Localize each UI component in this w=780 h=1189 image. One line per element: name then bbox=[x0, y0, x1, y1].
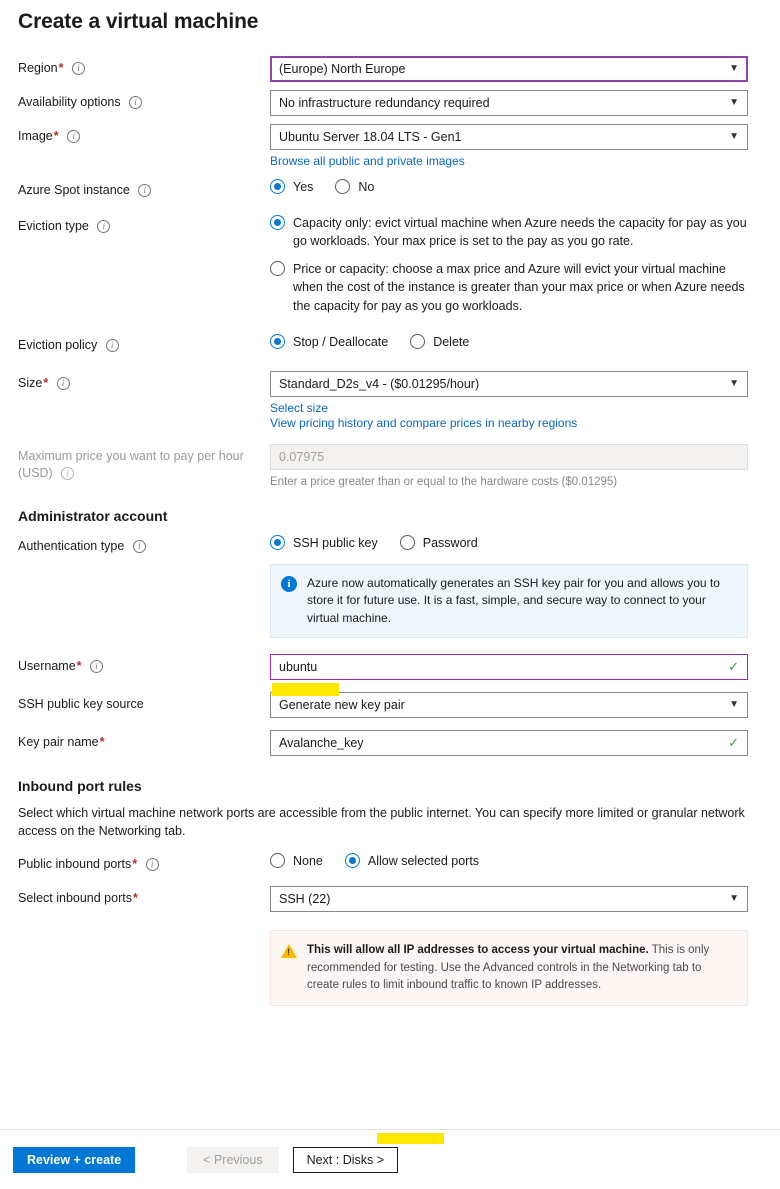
field-row-availability bbox=[18, 90, 762, 116]
region-select[interactable] bbox=[270, 56, 748, 82]
field-row-spot bbox=[18, 178, 762, 200]
region-label-text: Region bbox=[18, 61, 58, 75]
key-source-select[interactable] bbox=[270, 692, 748, 718]
inbound-warning-box bbox=[270, 930, 748, 1006]
field-row-select-inbound bbox=[18, 886, 762, 1006]
field-row-max-price bbox=[18, 444, 762, 490]
eviction-policy-label-text: Eviction policy bbox=[18, 337, 98, 352]
select-size-link[interactable]: Select size bbox=[270, 400, 329, 415]
required-marker: * bbox=[53, 129, 59, 143]
info-icon[interactable]: i bbox=[133, 540, 146, 553]
radio-icon[interactable] bbox=[270, 535, 285, 550]
vm-form bbox=[0, 56, 780, 1006]
key-pair-name-value: Avalanche_key bbox=[279, 736, 364, 751]
field-row-key-pair-name bbox=[18, 730, 762, 756]
info-icon[interactable]: i bbox=[90, 660, 103, 673]
image-value: Ubuntu Server 18.04 LTS - Gen1 bbox=[279, 130, 462, 144]
info-icon[interactable]: i bbox=[138, 184, 151, 197]
spot-radio-group bbox=[270, 178, 762, 196]
review-create-button[interactable]: Review + create bbox=[13, 1147, 135, 1173]
spot-option-yes-label: Yes bbox=[293, 180, 314, 194]
key-pair-name-input[interactable] bbox=[270, 730, 748, 756]
radio-icon[interactable] bbox=[270, 334, 285, 349]
spot-field bbox=[270, 178, 762, 196]
size-field bbox=[270, 371, 762, 430]
size-select[interactable] bbox=[270, 371, 748, 397]
spot-option-yes[interactable] bbox=[270, 178, 313, 196]
key-pair-name-field bbox=[270, 730, 762, 756]
chevron-down-icon: ▼ bbox=[729, 377, 739, 389]
auth-type-option-password-label: Password bbox=[422, 535, 478, 550]
public-inbound-option-allow[interactable] bbox=[345, 852, 479, 870]
image-select[interactable] bbox=[270, 124, 748, 150]
size-value: Standard_D2s_v4 - ($0.01295/hour) bbox=[279, 376, 480, 391]
image-label bbox=[18, 124, 270, 145]
info-icon[interactable]: i bbox=[106, 339, 119, 352]
availability-select[interactable] bbox=[270, 90, 748, 116]
ssh-info-box bbox=[270, 564, 748, 638]
public-inbound-option-none-label: None bbox=[293, 854, 323, 869]
next-button-highlight-mark bbox=[377, 1133, 444, 1144]
auth-type-option-password[interactable] bbox=[400, 534, 478, 552]
username-field bbox=[270, 654, 762, 680]
max-price-label bbox=[18, 444, 270, 482]
field-row-eviction-type bbox=[18, 214, 762, 325]
field-row-image bbox=[18, 124, 762, 168]
public-inbound-option-none[interactable] bbox=[270, 852, 323, 870]
eviction-policy-option-delete-label: Delete bbox=[433, 334, 470, 349]
inbound-warning-text bbox=[307, 942, 735, 994]
eviction-policy-field bbox=[270, 333, 762, 351]
public-inbound-radio-group bbox=[270, 852, 762, 870]
info-icon[interactable]: i bbox=[67, 130, 80, 143]
eviction-policy-option-stop[interactable] bbox=[270, 333, 388, 351]
eviction-type-option-capacity-label: Capacity only: evict virtual machine when Azure needs the capacity for pay as you go workloads. Your max price is set to the pay as you go rate. bbox=[293, 216, 747, 249]
radio-icon[interactable] bbox=[270, 179, 285, 194]
auth-type-radio-group bbox=[270, 534, 762, 552]
required-marker: * bbox=[99, 735, 105, 750]
image-field bbox=[270, 124, 762, 168]
public-inbound-label bbox=[18, 852, 270, 873]
info-icon[interactable]: i bbox=[129, 96, 142, 109]
field-row-public-inbound bbox=[18, 852, 762, 874]
public-inbound-option-allow-label: Allow selected ports bbox=[367, 854, 480, 869]
field-row-size bbox=[18, 371, 762, 430]
key-pair-name-label-text: Key pair name bbox=[18, 735, 99, 750]
field-row-key-source bbox=[18, 692, 762, 718]
inbound-port-rules-heading: Inbound port rules bbox=[18, 778, 142, 795]
username-highlight-mark bbox=[272, 683, 339, 696]
select-inbound-value: SSH (22) bbox=[279, 892, 331, 907]
pricing-history-link[interactable]: View pricing history and compare prices in nearby regions bbox=[270, 415, 578, 430]
eviction-type-field bbox=[270, 214, 762, 325]
key-source-label-text: SSH public key source bbox=[18, 697, 144, 712]
select-inbound-label-text: Select inbound ports bbox=[18, 891, 132, 906]
next-disks-button[interactable]: Next : Disks > bbox=[293, 1147, 398, 1173]
valid-check-icon: ✓ bbox=[728, 735, 739, 751]
auth-type-label-text: Authentication type bbox=[18, 538, 125, 553]
radio-icon[interactable] bbox=[270, 853, 285, 868]
availability-value: No infrastructure redundancy required bbox=[279, 96, 490, 110]
max-price-field bbox=[270, 444, 762, 490]
eviction-policy-radio-group bbox=[270, 333, 762, 351]
inbound-warning-bold: This will allow all IP addresses to access your virtual machine. bbox=[307, 944, 649, 957]
max-price-value: 0.07975 bbox=[279, 449, 325, 464]
eviction-policy-option-delete[interactable] bbox=[410, 333, 469, 351]
required-marker: * bbox=[132, 891, 138, 906]
administrator-account-heading: Administrator account bbox=[18, 507, 168, 524]
required-marker: * bbox=[76, 659, 82, 674]
auth-type-field bbox=[270, 534, 762, 638]
eviction-policy-label bbox=[18, 333, 270, 354]
required-marker: * bbox=[58, 61, 64, 75]
availability-label bbox=[18, 90, 270, 111]
radio-icon[interactable] bbox=[270, 261, 285, 276]
eviction-type-label-text: Eviction type bbox=[18, 219, 89, 233]
username-input[interactable] bbox=[270, 654, 748, 680]
username-value: ubuntu bbox=[279, 660, 318, 675]
warning-triangle-icon bbox=[281, 944, 297, 958]
image-label-text: Image bbox=[18, 129, 53, 143]
select-inbound-field bbox=[270, 886, 762, 1006]
ssh-info-text: Azure now automatically generates an SSH key pair for you and allows you to store it for future use. It is a fast, simple, and secure way to connect to your virtual machine. bbox=[307, 575, 720, 625]
spot-label-text: Azure Spot instance bbox=[18, 183, 130, 197]
max-price-hint: Enter a price greater than or equal to the hardware costs ($0.01295) bbox=[270, 475, 618, 488]
field-row-username bbox=[18, 654, 762, 680]
required-marker: * bbox=[43, 375, 49, 390]
key-pair-name-label bbox=[18, 730, 270, 751]
previous-button[interactable]: < Previous bbox=[187, 1147, 278, 1173]
chevron-down-icon: ▼ bbox=[729, 699, 739, 711]
max-price-input[interactable] bbox=[270, 444, 748, 470]
eviction-type-option-capacity[interactable] bbox=[270, 214, 762, 250]
field-row-region bbox=[18, 56, 762, 82]
valid-check-icon: ✓ bbox=[728, 659, 739, 675]
radio-icon[interactable] bbox=[270, 215, 285, 230]
select-inbound-select[interactable] bbox=[270, 886, 748, 912]
key-source-value: Generate new key pair bbox=[279, 698, 405, 713]
max-price-label-text: Maximum price you want to pay per hour (USD) bbox=[18, 448, 244, 480]
chevron-down-icon: ▼ bbox=[729, 63, 739, 74]
availability-field bbox=[270, 90, 762, 116]
username-label-text: Username bbox=[18, 659, 76, 674]
field-row-eviction-policy bbox=[18, 333, 762, 355]
info-icon[interactable]: i bbox=[72, 62, 85, 75]
select-inbound-label bbox=[18, 886, 270, 907]
info-circle-icon: i bbox=[281, 576, 297, 592]
eviction-type-option-price[interactable] bbox=[270, 260, 762, 314]
eviction-type-label bbox=[18, 214, 270, 235]
availability-label-text: Availability options bbox=[18, 95, 121, 109]
eviction-policy-option-stop-label: Stop / Deallocate bbox=[293, 334, 389, 349]
auth-type-option-ssh[interactable] bbox=[270, 534, 378, 552]
page-title: Create a virtual machine bbox=[18, 10, 259, 33]
chevron-down-icon: ▼ bbox=[729, 131, 739, 142]
radio-icon[interactable] bbox=[410, 334, 425, 349]
info-icon[interactable]: i bbox=[61, 467, 74, 480]
spot-option-no[interactable] bbox=[335, 178, 374, 196]
info-icon[interactable]: i bbox=[57, 377, 70, 390]
username-label bbox=[18, 654, 270, 675]
radio-icon[interactable] bbox=[335, 179, 350, 194]
eviction-type-option-price-label: Price or capacity: choose a max price and Azure will evict your virtual machine when the cost of the instance is greater than your max price or when Azure needs the capacity for pay as you go workloads. bbox=[293, 262, 745, 313]
chevron-down-icon: ▼ bbox=[729, 97, 739, 108]
region-value: (Europe) North Europe bbox=[279, 62, 406, 76]
radio-icon[interactable] bbox=[345, 853, 360, 868]
region-field bbox=[270, 56, 762, 82]
chevron-down-icon: ▼ bbox=[729, 893, 739, 905]
info-icon[interactable]: i bbox=[146, 858, 159, 871]
field-row-auth-type bbox=[18, 534, 762, 638]
size-label-text: Size bbox=[18, 375, 43, 390]
region-label bbox=[18, 56, 270, 77]
spot-label bbox=[18, 178, 270, 199]
auth-type-label bbox=[18, 534, 270, 555]
browse-images-link[interactable]: Browse all public and private images bbox=[270, 154, 465, 168]
key-source-label bbox=[18, 692, 270, 713]
auth-type-option-ssh-label: SSH public key bbox=[293, 535, 378, 550]
radio-icon[interactable] bbox=[400, 535, 415, 550]
public-inbound-field bbox=[270, 852, 762, 870]
inbound-port-rules-description: Select which virtual machine network ports are accessible from the public internet. You can specify more limited or granular network access on the Networking tab. bbox=[18, 806, 745, 839]
eviction-type-radio-group bbox=[270, 214, 762, 315]
required-marker: * bbox=[132, 857, 138, 872]
info-icon[interactable]: i bbox=[97, 220, 110, 233]
key-source-field bbox=[270, 692, 762, 718]
spot-option-no-label: No bbox=[358, 180, 375, 194]
size-label bbox=[18, 371, 270, 392]
inbound-warning-rest: This is only recommended for testing. Use the Advanced controls in the Networking tab to create rules to limit inbound traffic to known IP addresses. bbox=[307, 944, 710, 991]
public-inbound-label-text: Public inbound ports bbox=[18, 857, 132, 872]
